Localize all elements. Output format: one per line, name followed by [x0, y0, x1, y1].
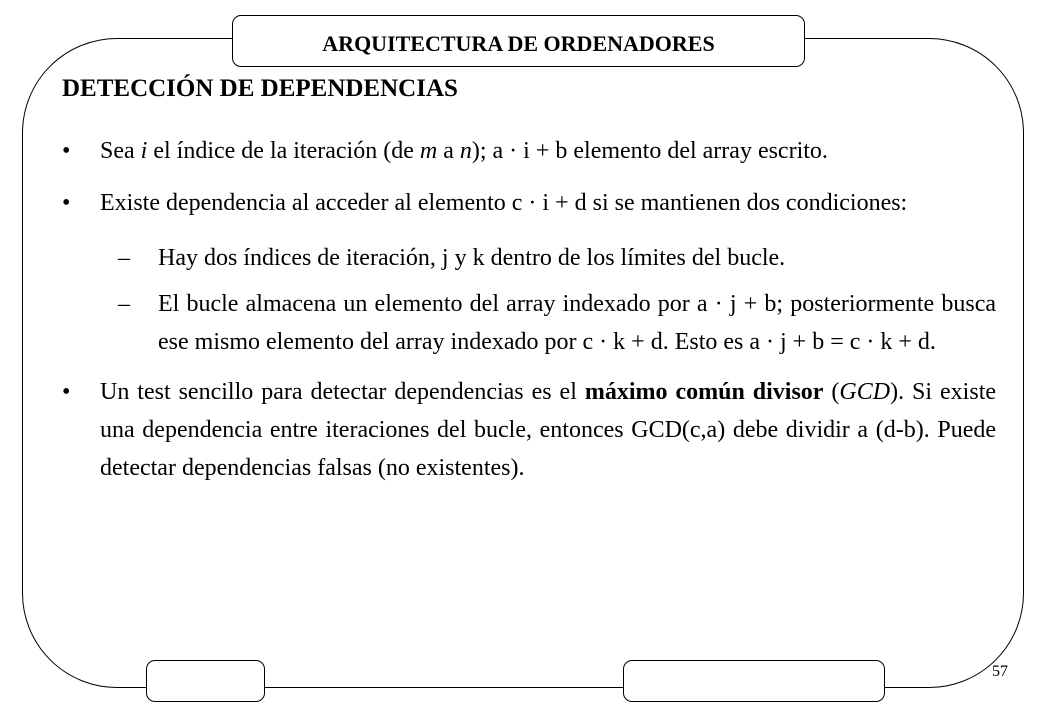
bold-term: máximo común divisor [584, 379, 824, 405]
bullet-mark: • [62, 190, 71, 216]
bullet-3-text-a: Un test sencillo para detectar dependencias es el [100, 379, 585, 405]
slide-heading: DETECCIÓN DE DEPENDENCIAS [62, 75, 458, 102]
gcd-term: GCD [839, 379, 891, 405]
bullet-mark: • [62, 379, 71, 405]
bullet-2-text: Existe dependencia al acceder al elemento c · i + d si se mantienen dos condiciones: [100, 190, 908, 216]
bullet-mark: • [62, 138, 71, 164]
header-box [232, 15, 805, 67]
footer-box-right [623, 660, 885, 702]
bullet-3-text-b: ( [823, 379, 840, 405]
header-title: ARQUITECTURA DE ORDENADORES [322, 31, 715, 56]
dash-mark: – [118, 291, 130, 317]
var-m: m [419, 138, 438, 164]
bullet-1-text-c: a [437, 138, 460, 164]
bullet-item-3 [62, 373, 996, 487]
dash-mark: – [118, 245, 130, 271]
page-number: 57 [992, 663, 1008, 680]
var-n: n [459, 138, 472, 164]
sub-item-1 [62, 239, 996, 277]
slide-content [62, 72, 996, 487]
bullet-1-text-b: el índice de la iteración (de [147, 138, 420, 164]
bullet-item-1 [62, 132, 996, 170]
bullet-1-text-d: ); a · i + b elemento del array escrito. [471, 138, 828, 164]
bullet-1-text-a: Sea [100, 138, 141, 164]
sub-item-2 [62, 285, 996, 361]
var-i: i [140, 138, 148, 164]
sub-2-text: El bucle almacena un elemento del array indexado por a · j + b; posteriormente busca ese mismo elemento del array indexado por c · k + d. Esto es a · j + b = c · k + d. [158, 291, 996, 355]
bullet-item-2 [62, 184, 996, 222]
bullet-3-text-c: ). Si existe una dependencia entre iteraciones del bucle, entonces GCD(c,a) debe dividir a (d-b). Puede detectar dependencias falsas (no existentes). [100, 379, 997, 481]
footer-box-left [146, 660, 265, 702]
sub-1-text: Hay dos índices de iteración, j y k dentro de los límites del bucle. [158, 245, 786, 271]
